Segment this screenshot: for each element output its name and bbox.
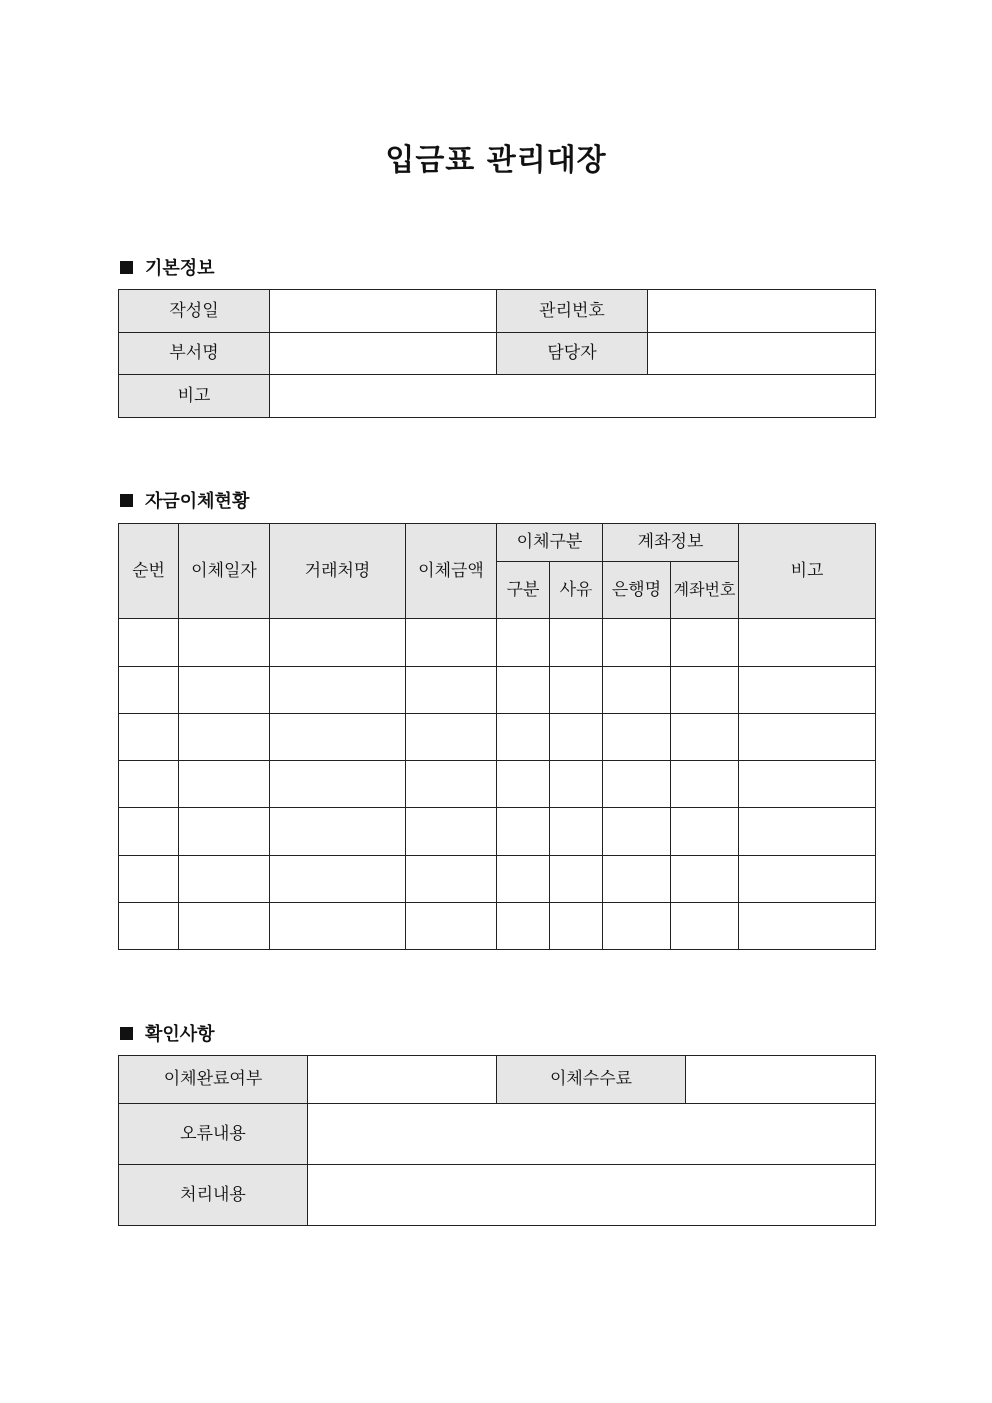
table-cell[interactable] xyxy=(270,761,406,808)
complete-field[interactable] xyxy=(308,1056,497,1104)
section-heading-label: 기본정보 xyxy=(145,258,215,279)
square-bullet-icon xyxy=(120,494,133,507)
section-heading-label: 자금이체현황 xyxy=(145,491,250,512)
table-cell[interactable] xyxy=(179,714,270,761)
table-cell[interactable] xyxy=(739,761,876,808)
table-cell[interactable] xyxy=(270,619,406,667)
table-row xyxy=(119,808,876,856)
table-cell[interactable] xyxy=(671,903,739,950)
section-heading-transfer-status xyxy=(120,487,249,513)
table-cell[interactable] xyxy=(406,761,497,808)
bank-header: 은행명 xyxy=(603,562,671,619)
table-cell[interactable] xyxy=(671,714,739,761)
error-field[interactable] xyxy=(308,1104,876,1165)
table-cell[interactable] xyxy=(179,619,270,667)
table-cell[interactable] xyxy=(270,856,406,903)
table-cell[interactable] xyxy=(270,903,406,950)
table-cell[interactable] xyxy=(550,808,603,856)
table-cell[interactable] xyxy=(739,808,876,856)
table-cell[interactable] xyxy=(739,714,876,761)
table-cell[interactable] xyxy=(119,856,179,903)
manage-no-label: 관리번호 xyxy=(497,290,648,333)
account-no-header: 계좌번호 xyxy=(671,562,739,619)
transfer-type-group-header: 이체구분 xyxy=(497,524,603,562)
table-cell[interactable] xyxy=(603,667,671,714)
reason-header: 사유 xyxy=(550,562,603,619)
table-cell[interactable] xyxy=(550,761,603,808)
note-label: 비고 xyxy=(119,375,270,418)
table-cell[interactable] xyxy=(550,856,603,903)
section-heading-confirmation xyxy=(120,1020,215,1046)
table-cell[interactable] xyxy=(119,903,179,950)
amount-header: 이체금액 xyxy=(406,524,497,619)
table-cell[interactable] xyxy=(603,761,671,808)
table-cell[interactable] xyxy=(497,667,550,714)
table-cell[interactable] xyxy=(406,903,497,950)
table-cell[interactable] xyxy=(406,856,497,903)
table-cell[interactable] xyxy=(406,714,497,761)
table-cell[interactable] xyxy=(119,619,179,667)
basic-info-table xyxy=(118,289,876,418)
section-heading-basic-info xyxy=(120,254,215,280)
table-cell[interactable] xyxy=(550,619,603,667)
table-row xyxy=(119,856,876,903)
table-cell[interactable] xyxy=(119,714,179,761)
process-field[interactable] xyxy=(308,1165,876,1226)
complete-label: 이체완료여부 xyxy=(119,1056,308,1104)
department-label: 부서명 xyxy=(119,333,270,375)
client-header: 거래처명 xyxy=(270,524,406,619)
manager-label: 담당자 xyxy=(497,333,648,375)
table-cell[interactable] xyxy=(406,808,497,856)
table-cell[interactable] xyxy=(270,808,406,856)
table-cell[interactable] xyxy=(497,856,550,903)
table-cell[interactable] xyxy=(179,667,270,714)
table-cell[interactable] xyxy=(497,714,550,761)
table-cell[interactable] xyxy=(739,619,876,667)
note-field[interactable] xyxy=(270,375,876,418)
table-cell[interactable] xyxy=(671,667,739,714)
table-cell[interactable] xyxy=(739,903,876,950)
table-cell[interactable] xyxy=(179,856,270,903)
table-cell[interactable] xyxy=(497,903,550,950)
transfer-status-table xyxy=(118,523,876,950)
table-row xyxy=(119,619,876,667)
table-cell[interactable] xyxy=(119,808,179,856)
type-header: 구분 xyxy=(497,562,550,619)
table-cell[interactable] xyxy=(739,667,876,714)
table-cell[interactable] xyxy=(603,856,671,903)
table-cell[interactable] xyxy=(119,761,179,808)
square-bullet-icon xyxy=(120,1027,133,1040)
table-cell[interactable] xyxy=(603,714,671,761)
page-title: 입금표 관리대장 xyxy=(385,143,607,178)
account-info-group-header: 계좌정보 xyxy=(603,524,739,562)
section-heading-label: 확인사항 xyxy=(145,1024,215,1045)
table-row xyxy=(119,667,876,714)
date-field[interactable] xyxy=(270,290,497,333)
fee-label: 이체수수료 xyxy=(497,1056,686,1104)
table-cell[interactable] xyxy=(550,903,603,950)
table-cell[interactable] xyxy=(179,761,270,808)
table-row xyxy=(119,714,876,761)
table-cell[interactable] xyxy=(603,619,671,667)
department-field[interactable] xyxy=(270,333,497,375)
table-row xyxy=(119,761,876,808)
table-cell[interactable] xyxy=(671,808,739,856)
table-cell[interactable] xyxy=(603,903,671,950)
note-header: 비고 xyxy=(739,524,876,619)
table-cell[interactable] xyxy=(406,667,497,714)
table-cell[interactable] xyxy=(270,667,406,714)
table-cell[interactable] xyxy=(671,619,739,667)
table-cell[interactable] xyxy=(739,856,876,903)
seq-header: 순번 xyxy=(119,524,179,619)
table-cell[interactable] xyxy=(497,761,550,808)
table-cell[interactable] xyxy=(497,808,550,856)
transfer-date-header: 이체일자 xyxy=(179,524,270,619)
confirmation-table xyxy=(118,1055,876,1226)
error-label: 오류내용 xyxy=(119,1104,308,1165)
table-cell[interactable] xyxy=(270,714,406,761)
table-cell[interactable] xyxy=(179,808,270,856)
table-cell[interactable] xyxy=(179,903,270,950)
table-cell[interactable] xyxy=(671,761,739,808)
table-cell[interactable] xyxy=(497,619,550,667)
process-label: 처리내용 xyxy=(119,1165,308,1226)
table-row xyxy=(119,903,876,950)
square-bullet-icon xyxy=(120,261,133,274)
table-cell[interactable] xyxy=(603,808,671,856)
manage-no-field[interactable] xyxy=(648,290,876,333)
table-cell[interactable] xyxy=(671,856,739,903)
manager-field[interactable] xyxy=(648,333,876,375)
date-label: 작성일 xyxy=(119,290,270,333)
table-cell[interactable] xyxy=(550,714,603,761)
fee-field[interactable] xyxy=(686,1056,876,1104)
table-cell[interactable] xyxy=(406,619,497,667)
table-cell[interactable] xyxy=(550,667,603,714)
table-cell[interactable] xyxy=(119,667,179,714)
